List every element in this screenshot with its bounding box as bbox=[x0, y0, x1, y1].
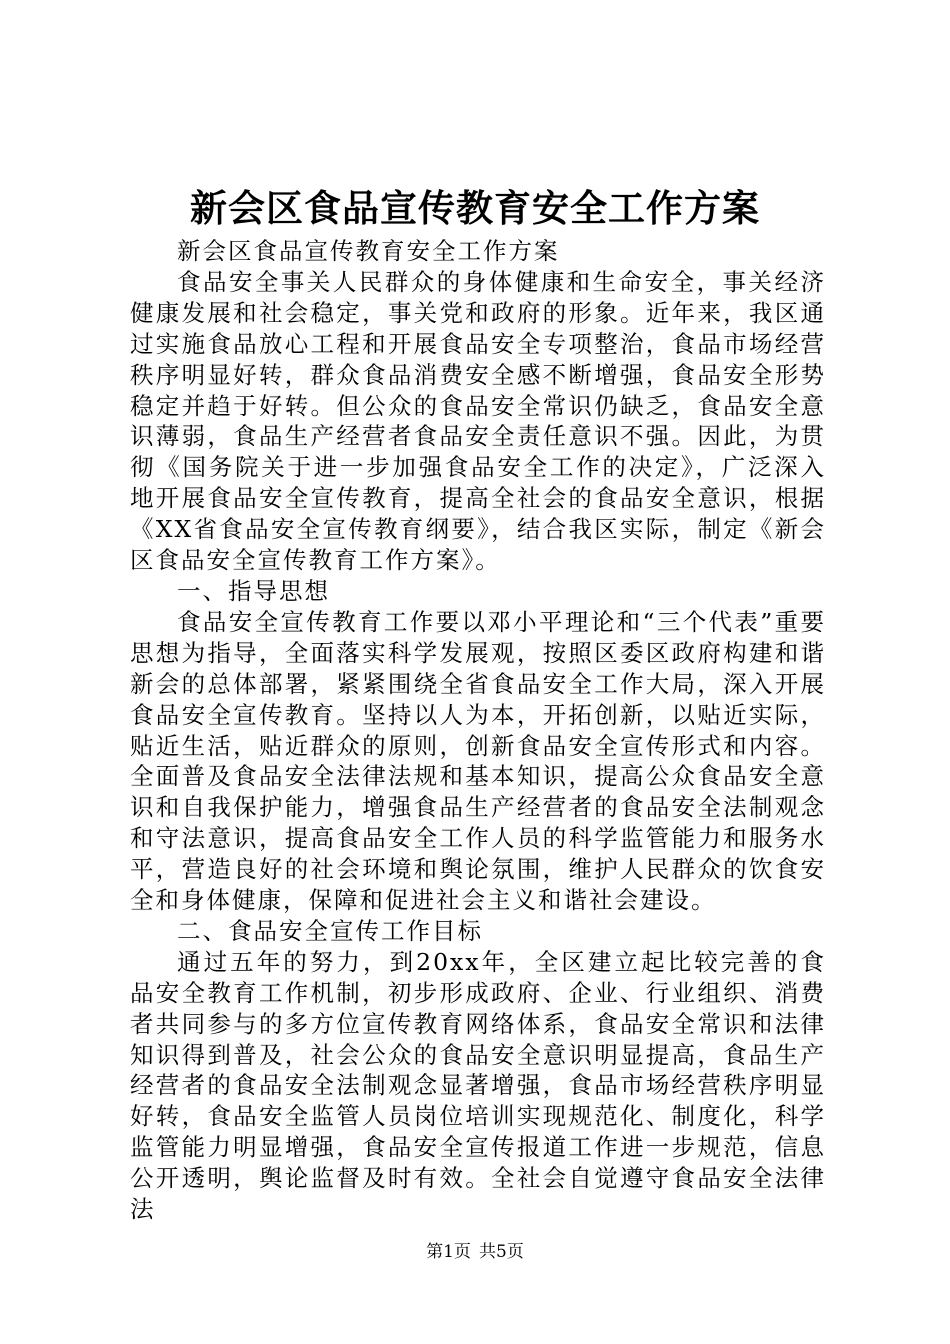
page-total: 共5页 bbox=[479, 1242, 524, 1262]
page-footer bbox=[0, 1240, 950, 1264]
section-heading-work-goals: 二、食品安全宣传工作目标 bbox=[177, 916, 483, 945]
paragraph-background: 食品安全事关人民群众的身体健康和生命安全，事关经济健康发展和社会稳定，事关党和政府的形象。近年来，我区通过实施食品放心工程和开展食品安全专项整治，食品市场经营秩序明显好转，群众食品消费安全感不断增强，食品安全形势稳定并趋于好转。但公众的食品安全常识仍缺乏，食品安全意识薄弱，食品生产经营者食品安全责任意识不强。因此，为贯彻《国务院关于进一步加强食品安全工作的决定》，广泛深入地开展食品安全宣传教育，提高全社会的食品安全意识，根据《XX省食品安全宣传教育纲要》，结合我区实际，制定《新会区食品安全宣传教育工作方案》。 bbox=[130, 267, 826, 575]
paragraph-work-goals: 通过五年的努力，到20xx年，全区建立起比较完善的食品安全教育工作机制，初步形成政府、企业、行业组织、消费者共同参与的多方位宣传教育网络体系，食品安全常识和法律知识得到普及，社会公众的食品安全意识明显提高，食品生产经营者的食品安全法制观念显著增强，食品市场经营秩序明显好转，食品安全监管人员岗位培训实现规范化、制度化，科学监管能力明显增强，食品安全宣传报道工作进一步规范，信息公开透明，舆论监督及时有效。全社会自觉遵守食品安全法律法 bbox=[130, 947, 826, 1224]
page-number: 第1页 bbox=[426, 1242, 471, 1262]
paragraph-guiding-ideology: 食品安全宣传教育工作要以邓小平理论和“三个代表”重要思想为指导，全面落实科学发展观，按照区委区政府构建和谐新会的总体部署，紧紧围绕全省食品安全工作大局，深入开展食品安全宣传教育。坚持以人为本，开拓创新，以贴近实际，贴近生活，贴近群众的原则，创新食品安全宣传形式和内容。全面普及食品安全法律法规和基本知识，提高公众食品安全意识和自我保护能力，增强食品生产经营者的食品安全法制观念和守法意识，提高食品安全工作人员的科学监管能力和服务水平，营造良好的社会环境和舆论氛围，维护人民群众的饮食安全和身体健康，保障和促进社会主义和谐社会建设。 bbox=[130, 607, 826, 915]
document-body bbox=[130, 236, 826, 1225]
document-title: 新会区食品宣传教育安全工作方案 bbox=[190, 186, 760, 230]
intro-heading: 新会区食品宣传教育安全工作方案 bbox=[177, 237, 560, 265]
section-heading-guiding-ideology: 一、指导思想 bbox=[177, 576, 330, 605]
